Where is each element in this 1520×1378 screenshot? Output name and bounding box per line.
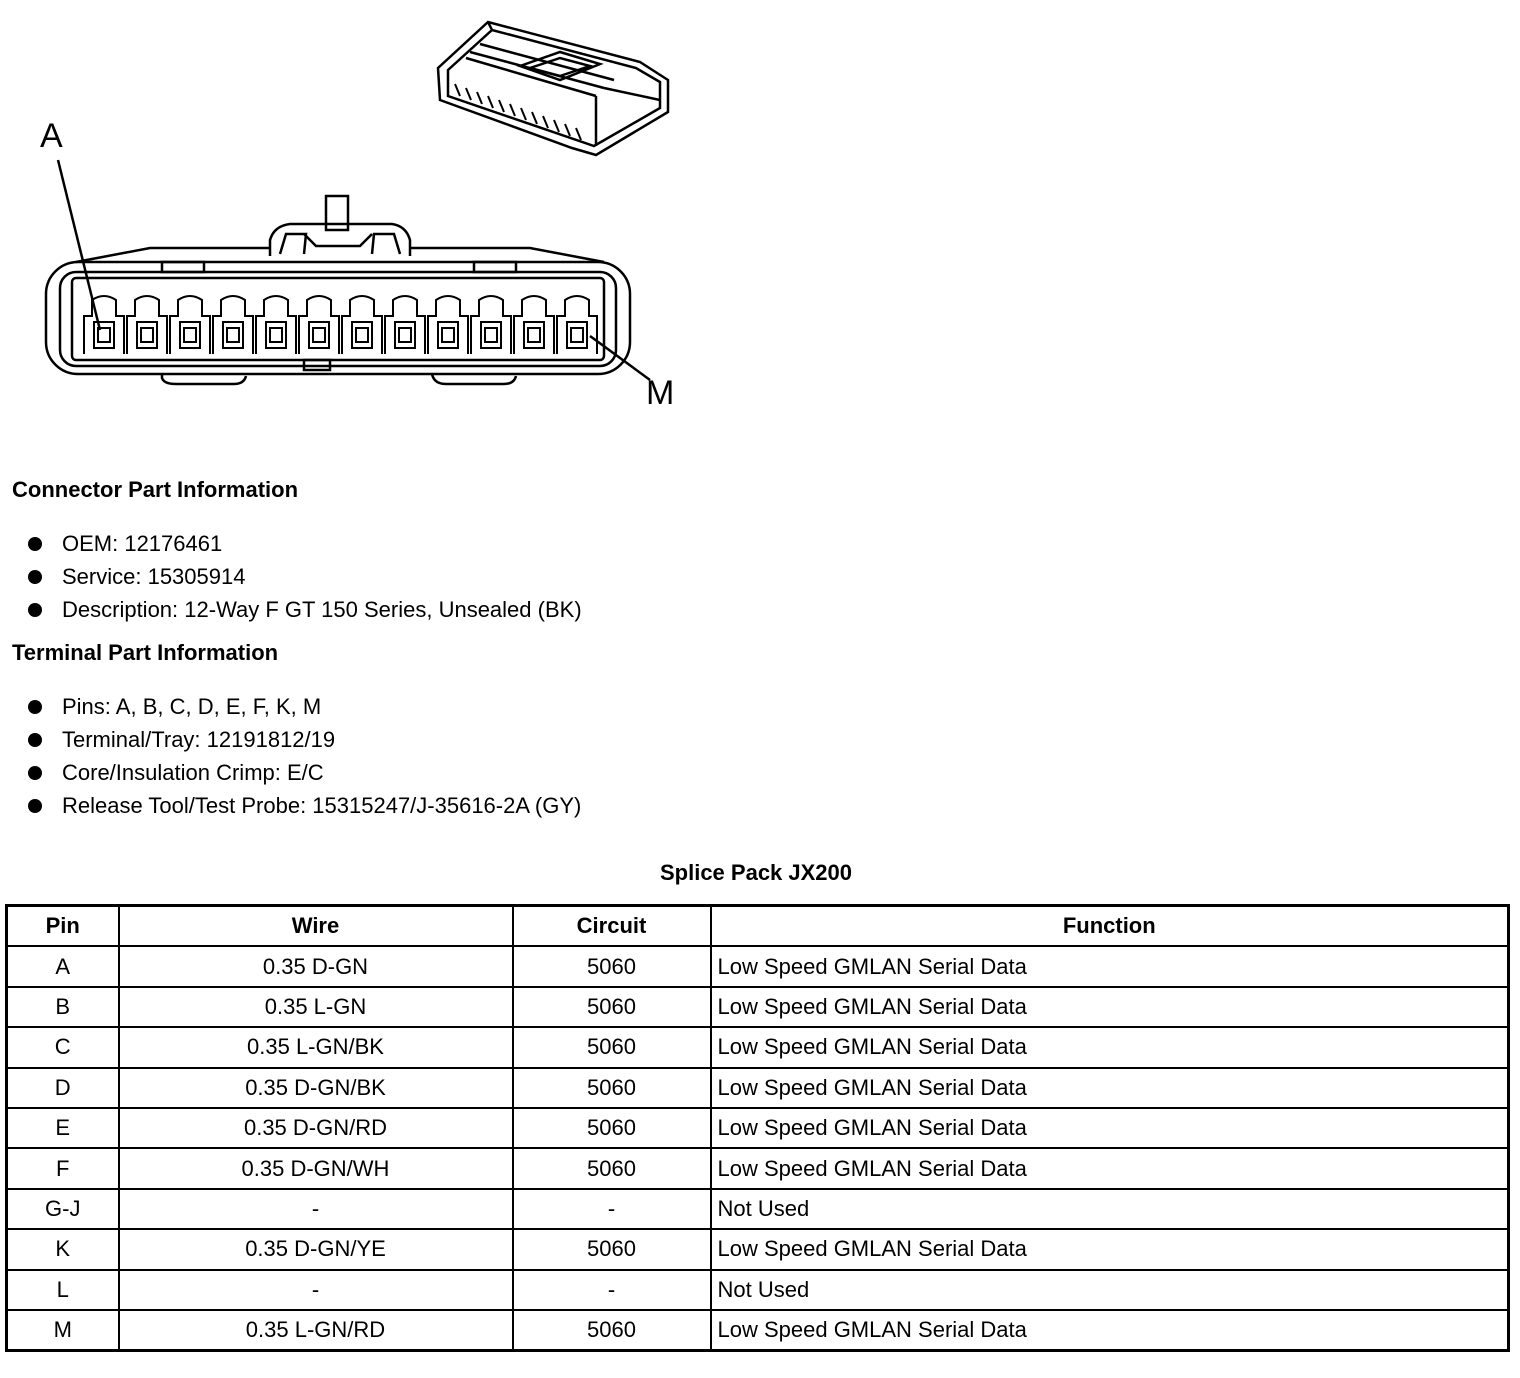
table-row bbox=[7, 1148, 1509, 1188]
table-row bbox=[7, 1108, 1509, 1148]
info-item-text: Service: 15305914 bbox=[62, 564, 246, 589]
cell-wire: - bbox=[119, 1270, 513, 1310]
cavity bbox=[256, 296, 296, 354]
table-row bbox=[7, 1270, 1509, 1310]
cell-pin: L bbox=[7, 1270, 119, 1310]
cell-pin: M bbox=[7, 1310, 119, 1351]
pin-a-leader bbox=[58, 160, 100, 330]
table-row bbox=[7, 1027, 1509, 1067]
cell-function: Not Used bbox=[711, 1270, 1509, 1310]
cell-wire: 0.35 D-GN/BK bbox=[119, 1068, 513, 1108]
info-item-text: Release Tool/Test Probe: 15315247/J-35616-2A (GY) bbox=[62, 793, 582, 818]
cell-wire: 0.35 D-GN/RD bbox=[119, 1108, 513, 1148]
cell-circuit: 5060 bbox=[513, 946, 711, 986]
cell-circuit: 5060 bbox=[513, 1229, 711, 1269]
info-item bbox=[28, 789, 581, 822]
cell-wire: 0.35 L-GN/RD bbox=[119, 1310, 513, 1351]
cell-wire: - bbox=[119, 1189, 513, 1229]
cell-wire: 0.35 L-GN/BK bbox=[119, 1027, 513, 1067]
cell-circuit: 5060 bbox=[513, 987, 711, 1027]
info-item bbox=[28, 593, 582, 626]
info-item-text: Terminal/Tray: 12191812/19 bbox=[62, 727, 336, 752]
cell-function: Low Speed GMLAN Serial Data bbox=[711, 1310, 1509, 1351]
pin-m-label: M bbox=[646, 374, 675, 412]
cavity bbox=[213, 296, 253, 354]
cavity bbox=[127, 296, 167, 354]
cavity bbox=[514, 296, 554, 354]
cell-circuit: 5060 bbox=[513, 1108, 711, 1148]
cell-circuit: 5060 bbox=[513, 1148, 711, 1188]
cavity bbox=[84, 296, 124, 354]
cell-pin: B bbox=[7, 987, 119, 1027]
info-item bbox=[28, 560, 582, 593]
header-circuit: Circuit bbox=[513, 906, 711, 947]
header-pin: Pin bbox=[7, 906, 119, 947]
header-function: Function bbox=[711, 906, 1509, 947]
cell-pin: D bbox=[7, 1068, 119, 1108]
cell-function: Low Speed GMLAN Serial Data bbox=[711, 1148, 1509, 1188]
cavity bbox=[342, 296, 382, 354]
cell-pin: K bbox=[7, 1229, 119, 1269]
connector-info-heading: Connector Part Information bbox=[12, 477, 299, 502]
header-wire: Wire bbox=[119, 906, 513, 947]
connector-face-view bbox=[46, 196, 630, 384]
info-item bbox=[28, 690, 581, 723]
info-item-text: Description: 12-Way F GT 150 Series, Unsealed (BK) bbox=[62, 597, 582, 622]
info-item bbox=[28, 723, 581, 756]
cell-circuit: 5060 bbox=[513, 1027, 711, 1067]
bullet-icon bbox=[28, 799, 42, 813]
cell-function: Low Speed GMLAN Serial Data bbox=[711, 1027, 1509, 1067]
cavity bbox=[557, 296, 597, 354]
cavity bbox=[471, 296, 511, 354]
table-row bbox=[7, 987, 1509, 1027]
cell-wire: 0.35 D-GN/YE bbox=[119, 1229, 513, 1269]
cell-wire: 0.35 L-GN bbox=[119, 987, 513, 1027]
cavity bbox=[299, 296, 339, 354]
connector-3d-view bbox=[438, 22, 668, 155]
bullet-icon bbox=[28, 733, 42, 747]
table-title: Splice Pack JX200 bbox=[659, 860, 853, 885]
info-item-text: Pins: A, B, C, D, E, F, K, M bbox=[62, 694, 322, 719]
table-row bbox=[7, 1068, 1509, 1108]
cavity bbox=[170, 296, 210, 354]
bullet-icon bbox=[28, 537, 42, 551]
cell-function: Not Used bbox=[711, 1189, 1509, 1229]
info-item bbox=[28, 527, 582, 560]
table-header-row bbox=[7, 906, 1509, 947]
connector-info-list bbox=[28, 527, 582, 626]
terminal-info-list bbox=[28, 690, 581, 822]
cell-function: Low Speed GMLAN Serial Data bbox=[711, 946, 1509, 986]
terminal-info-heading: Terminal Part Information bbox=[12, 640, 279, 665]
cell-wire: 0.35 D-GN bbox=[119, 946, 513, 986]
cell-pin: A bbox=[7, 946, 119, 986]
table-row bbox=[7, 1189, 1509, 1229]
bullet-icon bbox=[28, 603, 42, 617]
cell-pin: G-J bbox=[7, 1189, 119, 1229]
table-row bbox=[7, 1229, 1509, 1269]
cell-function: Low Speed GMLAN Serial Data bbox=[711, 1108, 1509, 1148]
cell-pin: C bbox=[7, 1027, 119, 1067]
cell-pin: F bbox=[7, 1148, 119, 1188]
table-row bbox=[7, 946, 1509, 986]
bullet-icon bbox=[28, 700, 42, 714]
connector-diagram bbox=[0, 0, 700, 440]
info-item bbox=[28, 756, 581, 789]
cell-pin: E bbox=[7, 1108, 119, 1148]
cell-function: Low Speed GMLAN Serial Data bbox=[711, 1229, 1509, 1269]
cell-circuit: - bbox=[513, 1270, 711, 1310]
cell-function: Low Speed GMLAN Serial Data bbox=[711, 1068, 1509, 1108]
pin-a-label: A bbox=[40, 117, 63, 155]
cell-circuit: 5060 bbox=[513, 1310, 711, 1351]
bullet-icon bbox=[28, 570, 42, 584]
info-item-text: OEM: 12176461 bbox=[62, 531, 223, 556]
table-row bbox=[7, 1310, 1509, 1351]
info-item-text: Core/Insulation Crimp: E/C bbox=[62, 760, 324, 785]
cell-circuit: - bbox=[513, 1189, 711, 1229]
bullet-icon bbox=[28, 766, 42, 780]
cavity bbox=[428, 296, 468, 354]
cell-wire: 0.35 D-GN/WH bbox=[119, 1148, 513, 1188]
cell-circuit: 5060 bbox=[513, 1068, 711, 1108]
cavity bbox=[385, 296, 425, 354]
pin-table bbox=[5, 904, 1510, 1352]
cell-function: Low Speed GMLAN Serial Data bbox=[711, 987, 1509, 1027]
